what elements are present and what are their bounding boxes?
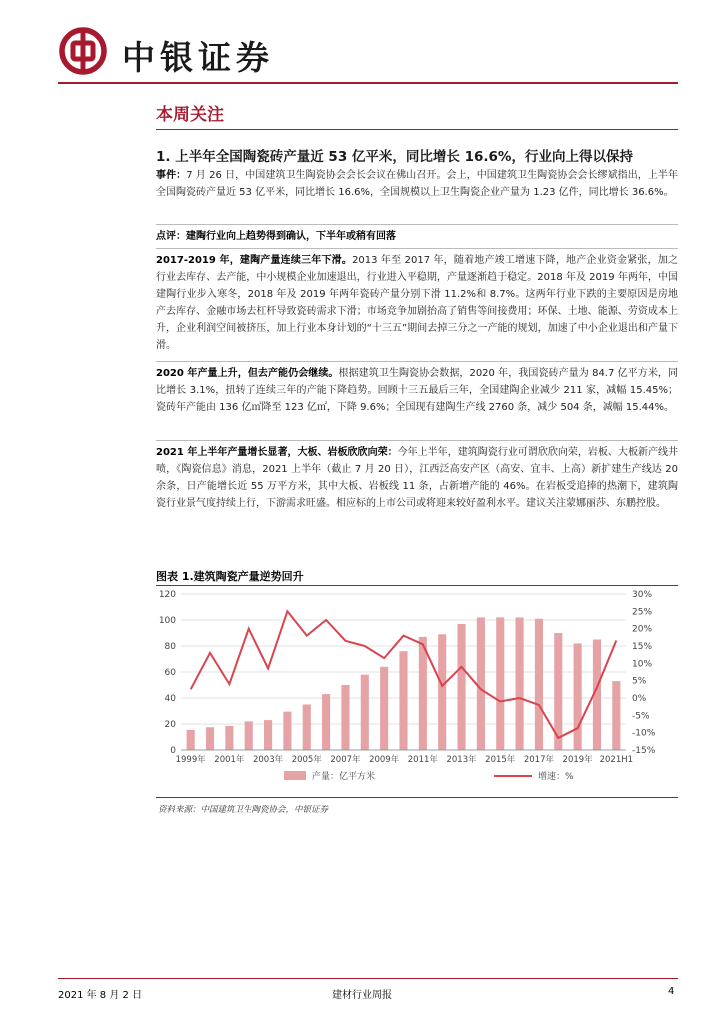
section-divider xyxy=(156,129,678,130)
right-tick-label: -10% xyxy=(632,728,656,739)
x-tick-label: 2003年 xyxy=(252,755,284,765)
divider xyxy=(156,224,678,225)
left-tick-label: 20 xyxy=(164,720,176,730)
x-tick-label: 2007年 xyxy=(330,755,361,765)
headline: 1. 上半年全国陶瓷砖产量近 53 亿平米，同比增长 16.6%，行业向上得以保持 xyxy=(156,149,633,165)
bar xyxy=(399,651,407,750)
x-tick-label: 2017年 xyxy=(523,755,555,765)
right-tick-label: 15% xyxy=(632,642,653,652)
left-tick-label: 60 xyxy=(164,668,176,678)
right-tick-label: 20% xyxy=(632,624,653,635)
bar xyxy=(322,694,330,750)
divider xyxy=(156,361,678,362)
right-tick-label: 25% xyxy=(632,607,653,618)
production-chart xyxy=(156,588,678,793)
x-tick-label: 2013年 xyxy=(446,755,477,765)
bar xyxy=(361,675,369,750)
x-tick-label: 2011年 xyxy=(407,755,438,765)
bar xyxy=(245,721,253,750)
source-divider xyxy=(156,797,678,798)
footer-title: 建材行业周报 xyxy=(332,990,392,1001)
bar xyxy=(612,681,620,750)
bar xyxy=(225,726,233,750)
x-tick-label: 2015年 xyxy=(485,755,516,765)
paragraph-event xyxy=(156,167,678,201)
x-tick-label: 2001年 xyxy=(214,755,245,765)
figure-divider xyxy=(156,585,678,586)
figure-title: 图表 1.建筑陶瓷产量逆势回升 xyxy=(156,570,304,583)
x-tick-label: 1999年 xyxy=(175,755,206,765)
paragraph-2017-2019 xyxy=(156,252,678,354)
page-number: 4 xyxy=(668,986,675,997)
bar xyxy=(574,643,582,750)
paragraph-lead: 点评：建陶行业向上趋势得到确认，下半年或稍有回落 xyxy=(156,231,396,242)
bar xyxy=(264,720,272,750)
x-tick-label: 2019年 xyxy=(562,755,593,765)
bar xyxy=(283,712,291,750)
x-tick-label: 2005年 xyxy=(291,755,322,765)
right-tick-label: 10% xyxy=(632,659,653,670)
bar xyxy=(206,727,214,750)
paragraph-lead: 2017-2019 年，建陶产量连续三年下滑。 xyxy=(156,255,353,266)
bar xyxy=(457,624,465,750)
left-tick-label: 80 xyxy=(164,642,176,652)
divider xyxy=(156,440,678,441)
figure-source: 资料来源：中国建筑卫生陶瓷协会，中银证券 xyxy=(158,805,329,815)
bar xyxy=(303,705,311,751)
footer-date: 2021 年 8 月 2 日 xyxy=(58,990,143,1001)
legend-bar-label: 产量：亿平方米 xyxy=(312,772,376,782)
paragraph-lead: 事件： xyxy=(156,170,187,181)
section-title: 本周关注 xyxy=(156,105,224,125)
paragraph-body: 根据建筑卫生陶瓷协会数据，2020 年，我国瓷砖产量为 84.7 亿平方米，同比增长 3.1%，扭转了连续三年的产能下降趋势。回顾十三五最后三年，全国建陶企业减少 211 家，减幅 15.45%；瓷砖年产能由 136 亿㎡降至 123 亿㎡，下降 9.6%；全国现有建陶生产线 2760 条，减少 504 条，减幅 15.44%。 xyxy=(156,368,678,413)
paragraph-comment xyxy=(156,228,678,245)
paragraph-body: 7 月 26 日，中国建筑卫生陶瓷协会会长会议在佛山召开。会上，中国建筑卫生陶瓷协会会长缪斌指出，上半年全国陶瓷砖产量近 53 亿平米，同比增长 16.6%，全国规模以上卫生陶瓷企业产量为 1.23 亿件，同比增长 36.6%。 xyxy=(156,170,679,198)
paragraph-body: 2013 年至 2017 年，随着地产竣工增速下降，地产企业资金紧张，加之行业去库存、去产能，中小规模企业加速退出，行业进入平稳期，产量逐渐趋于稳定。2018 年及 2019 年两年，中国建陶行业步入寒冬，2018 年及 2019 年两年瓷砖产量分别下滑 11.2%和 8.7%。这两年行业下跌的主要原因是房地产去库存、金融市场去杠杆导致瓷砖需求下滑；市场竞争加剧抬高了销售等间接费用；环保、土地、能源、劳资成本上升，企业利润空间被挤压，加上行业本身计划的“十三五”期间去掉三分之一产能的规划，加速了中小企业退出和产量下滑。 xyxy=(156,255,679,351)
paragraph-lead: 2021 年上半年产量增长显著，大板、岩板欣欣向荣： xyxy=(156,447,398,458)
right-tick-label: -15% xyxy=(632,746,656,756)
bar xyxy=(477,617,485,750)
paragraph-2020 xyxy=(156,365,678,416)
brand-name: 中银证券 xyxy=(122,38,274,77)
x-tick-label: 2009年 xyxy=(369,755,400,765)
page-header xyxy=(58,26,678,76)
bar xyxy=(516,617,524,750)
bar xyxy=(438,634,446,750)
right-tick-label: 30% xyxy=(632,590,653,600)
paragraph-2021h1 xyxy=(156,444,678,512)
bar xyxy=(187,730,195,750)
bar xyxy=(419,637,427,750)
right-tick-label: 5% xyxy=(632,676,647,687)
right-tick-label: 0% xyxy=(632,694,647,704)
bar xyxy=(535,619,543,750)
footer-divider xyxy=(58,978,678,979)
legend-line-label: 增速：% xyxy=(538,772,574,782)
paragraph-lead: 2020 年产量上升，但去产能仍会继续。 xyxy=(156,368,339,379)
bar xyxy=(341,685,349,750)
paragraph-body: 今年上半年，建筑陶瓷行业可谓欣欣向荣，岩板、大板新产线井喷，《陶瓷信息》消息，2021 上半年（截止 7 月 20 日），江西泛高安产区（高安、宜丰、上高）新扩建生产线达 20 余条，日产能增长近 55 万平方米，其中大板、岩板线 11 条，占新增产能的 46%。在岩板受追捧的热潮下，建筑陶瓷行业景气度持续上行，下游需求旺盛。相应标的上市公司或将迎来较好盈利水平。建议关注蒙娜丽莎、东鹏控股。 xyxy=(156,447,678,509)
bank-of-china-logo-icon xyxy=(58,26,108,76)
header-divider xyxy=(58,82,678,84)
bar xyxy=(496,617,504,750)
left-tick-label: 120 xyxy=(158,590,176,600)
legend-bar-swatch xyxy=(284,771,306,780)
bar xyxy=(380,667,388,750)
left-tick-label: 0 xyxy=(170,746,176,756)
left-tick-label: 40 xyxy=(164,694,176,704)
right-tick-label: -5% xyxy=(632,711,650,722)
x-tick-label: 2021H1 xyxy=(599,755,634,765)
divider xyxy=(156,248,678,249)
left-tick-label: 100 xyxy=(158,616,176,626)
